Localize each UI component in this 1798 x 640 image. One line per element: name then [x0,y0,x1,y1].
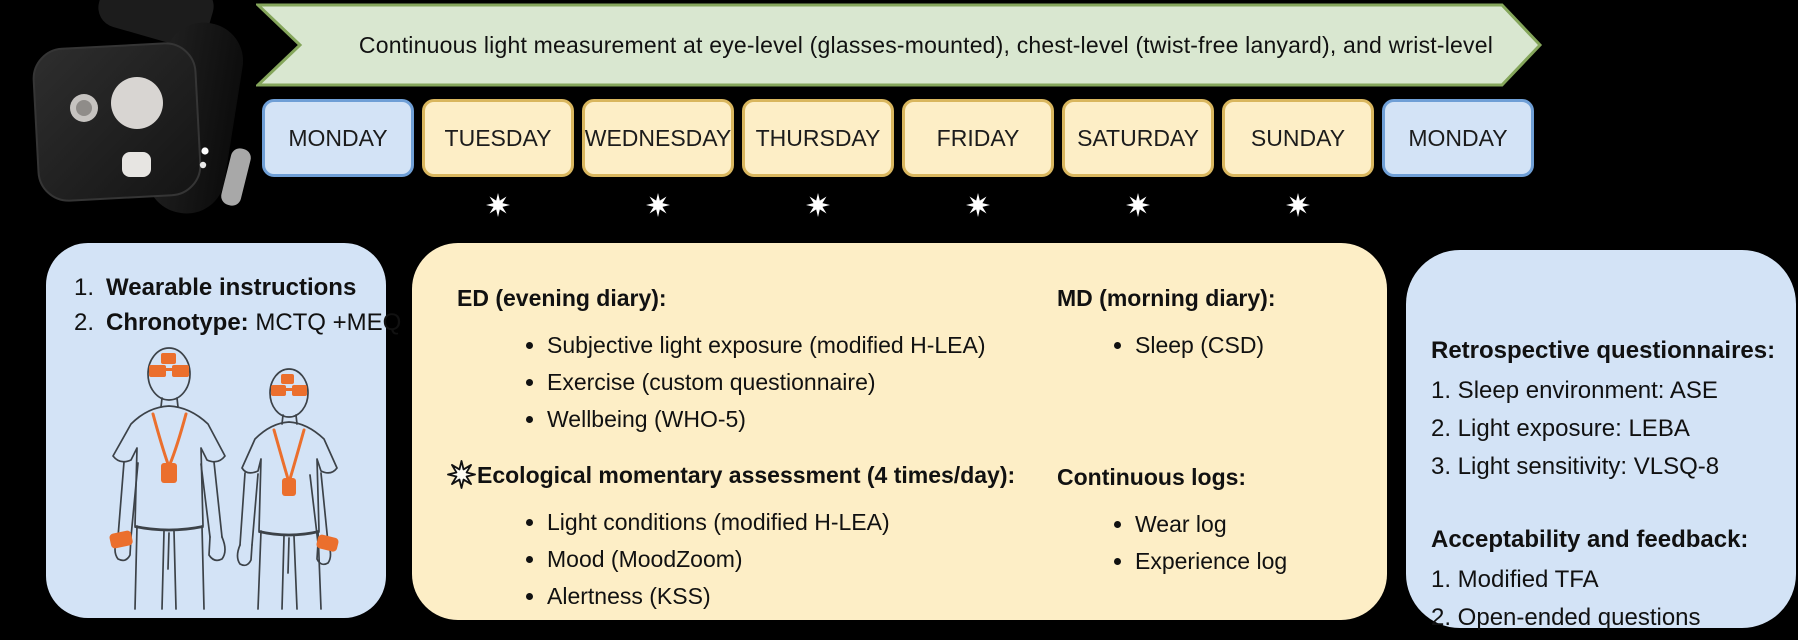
list-item: • Sleep (CSD) [1135,327,1372,364]
day-label: SUNDAY [1250,124,1346,151]
list-item: 1. Modified TFA [1431,566,1599,593]
day-box-sunday [1222,99,1374,177]
ema-day-star-icon [1126,193,1150,217]
evening-diary-list [457,327,1037,438]
evening-diary-heading: ED (evening diary): [457,285,667,311]
day-label: TUESDAY [444,124,552,151]
day-label: MONDAY [1408,124,1508,151]
list-item: • Experience log [1135,543,1372,580]
participants-illustration [74,337,368,615]
watch-button [122,152,151,177]
list-item: • Light conditions (modified H-LEA) [547,504,1037,541]
watch-small-sensor-inner [76,100,92,116]
day-box-tuesday [422,99,574,177]
ema-heading-row [457,460,1037,490]
task-label: Chronotype: [106,309,249,336]
day-label: SATURDAY [1077,124,1199,151]
day-box-monday-end [1382,99,1534,177]
task-detail: MCTQ +MEQ [248,309,402,336]
day-box-wednesday [582,99,734,177]
final-assessments-content [1406,250,1796,637]
daily-measures-panel [412,243,1387,620]
list-number: 2. [74,309,95,336]
ema-day-star-icon [966,193,990,217]
ema-day-star-icon [486,193,510,217]
retrospective-heading: Retrospective questionnaires: [1431,337,1776,364]
ema-section [457,460,1037,615]
ema-list [457,504,1037,615]
continuous-logs-heading: Continuous logs: [1057,464,1247,490]
watch-strap-pin-2 [200,162,206,168]
list-item: • Alertness (KSS) [547,578,1037,615]
day-label: FRIDAY [936,124,1020,151]
acceptability-section [1431,523,1782,637]
list-item: 2. Open-ended questions [1431,604,1701,631]
morning-diary-heading: MD (morning diary): [1057,285,1276,311]
day-box-thursday [742,99,894,177]
list-item: 3. Light sensitivity: VLSQ-8 [1431,453,1720,480]
continuous-logs-list [1057,506,1372,580]
day-label: WEDNESDAY [584,124,732,151]
list-item: • Wear log [1135,506,1372,543]
ema-day-star-icon [806,193,830,217]
daily-measures-right-column [1057,283,1372,580]
list-number: 1. [74,274,95,301]
ema-day-star-icon [646,193,670,217]
list-item [74,305,402,340]
retrospective-section [1431,334,1782,486]
watch-strap-pin-1 [201,147,208,154]
list-item: • Mood (MoodZoom) [547,541,1037,578]
banner-text: Continuous light measurement at eye-level (glasses-mounted), chest-level (twist-free lanyard), and wrist-level [358,31,1494,58]
continuous-logs-section [1057,462,1372,580]
measurement-banner [256,3,1544,87]
day-box-monday-start [262,99,414,177]
day-box-saturday [1062,99,1214,177]
watch-large-sensor [111,77,163,129]
watch-body [32,42,202,202]
wearable-device-photo [8,0,258,222]
list-item [74,270,376,305]
list-item: • Exercise (custom questionnaire) [547,364,1037,401]
list-item: • Subjective light exposure (modified H-LEA) [547,327,1037,364]
list-item: 2. Light exposure: LEBA [1431,415,1690,442]
daily-measures-left-column [457,283,1037,615]
task-label: Wearable instructions [106,274,357,301]
ema-day-star-icon [1286,193,1310,217]
day-label: MONDAY [288,124,388,151]
morning-diary-list [1057,327,1372,364]
day-label: THURSDAY [755,124,881,151]
day-box-friday [902,99,1054,177]
wearable-device-illustration [8,0,258,222]
ema-heading: Ecological momentary assessment (4 times/day): [477,462,1016,488]
final-assessments-panel [1406,250,1796,631]
baseline-task-list [46,243,402,340]
list-item: 1. Sleep environment: ASE [1431,377,1718,404]
ema-star-icon [447,460,476,489]
acceptability-heading: Acceptability and feedback: [1431,526,1749,553]
day-timeline [262,99,1534,177]
baseline-panel [46,243,402,618]
list-item: • Wellbeing (WHO-5) [547,401,1037,438]
